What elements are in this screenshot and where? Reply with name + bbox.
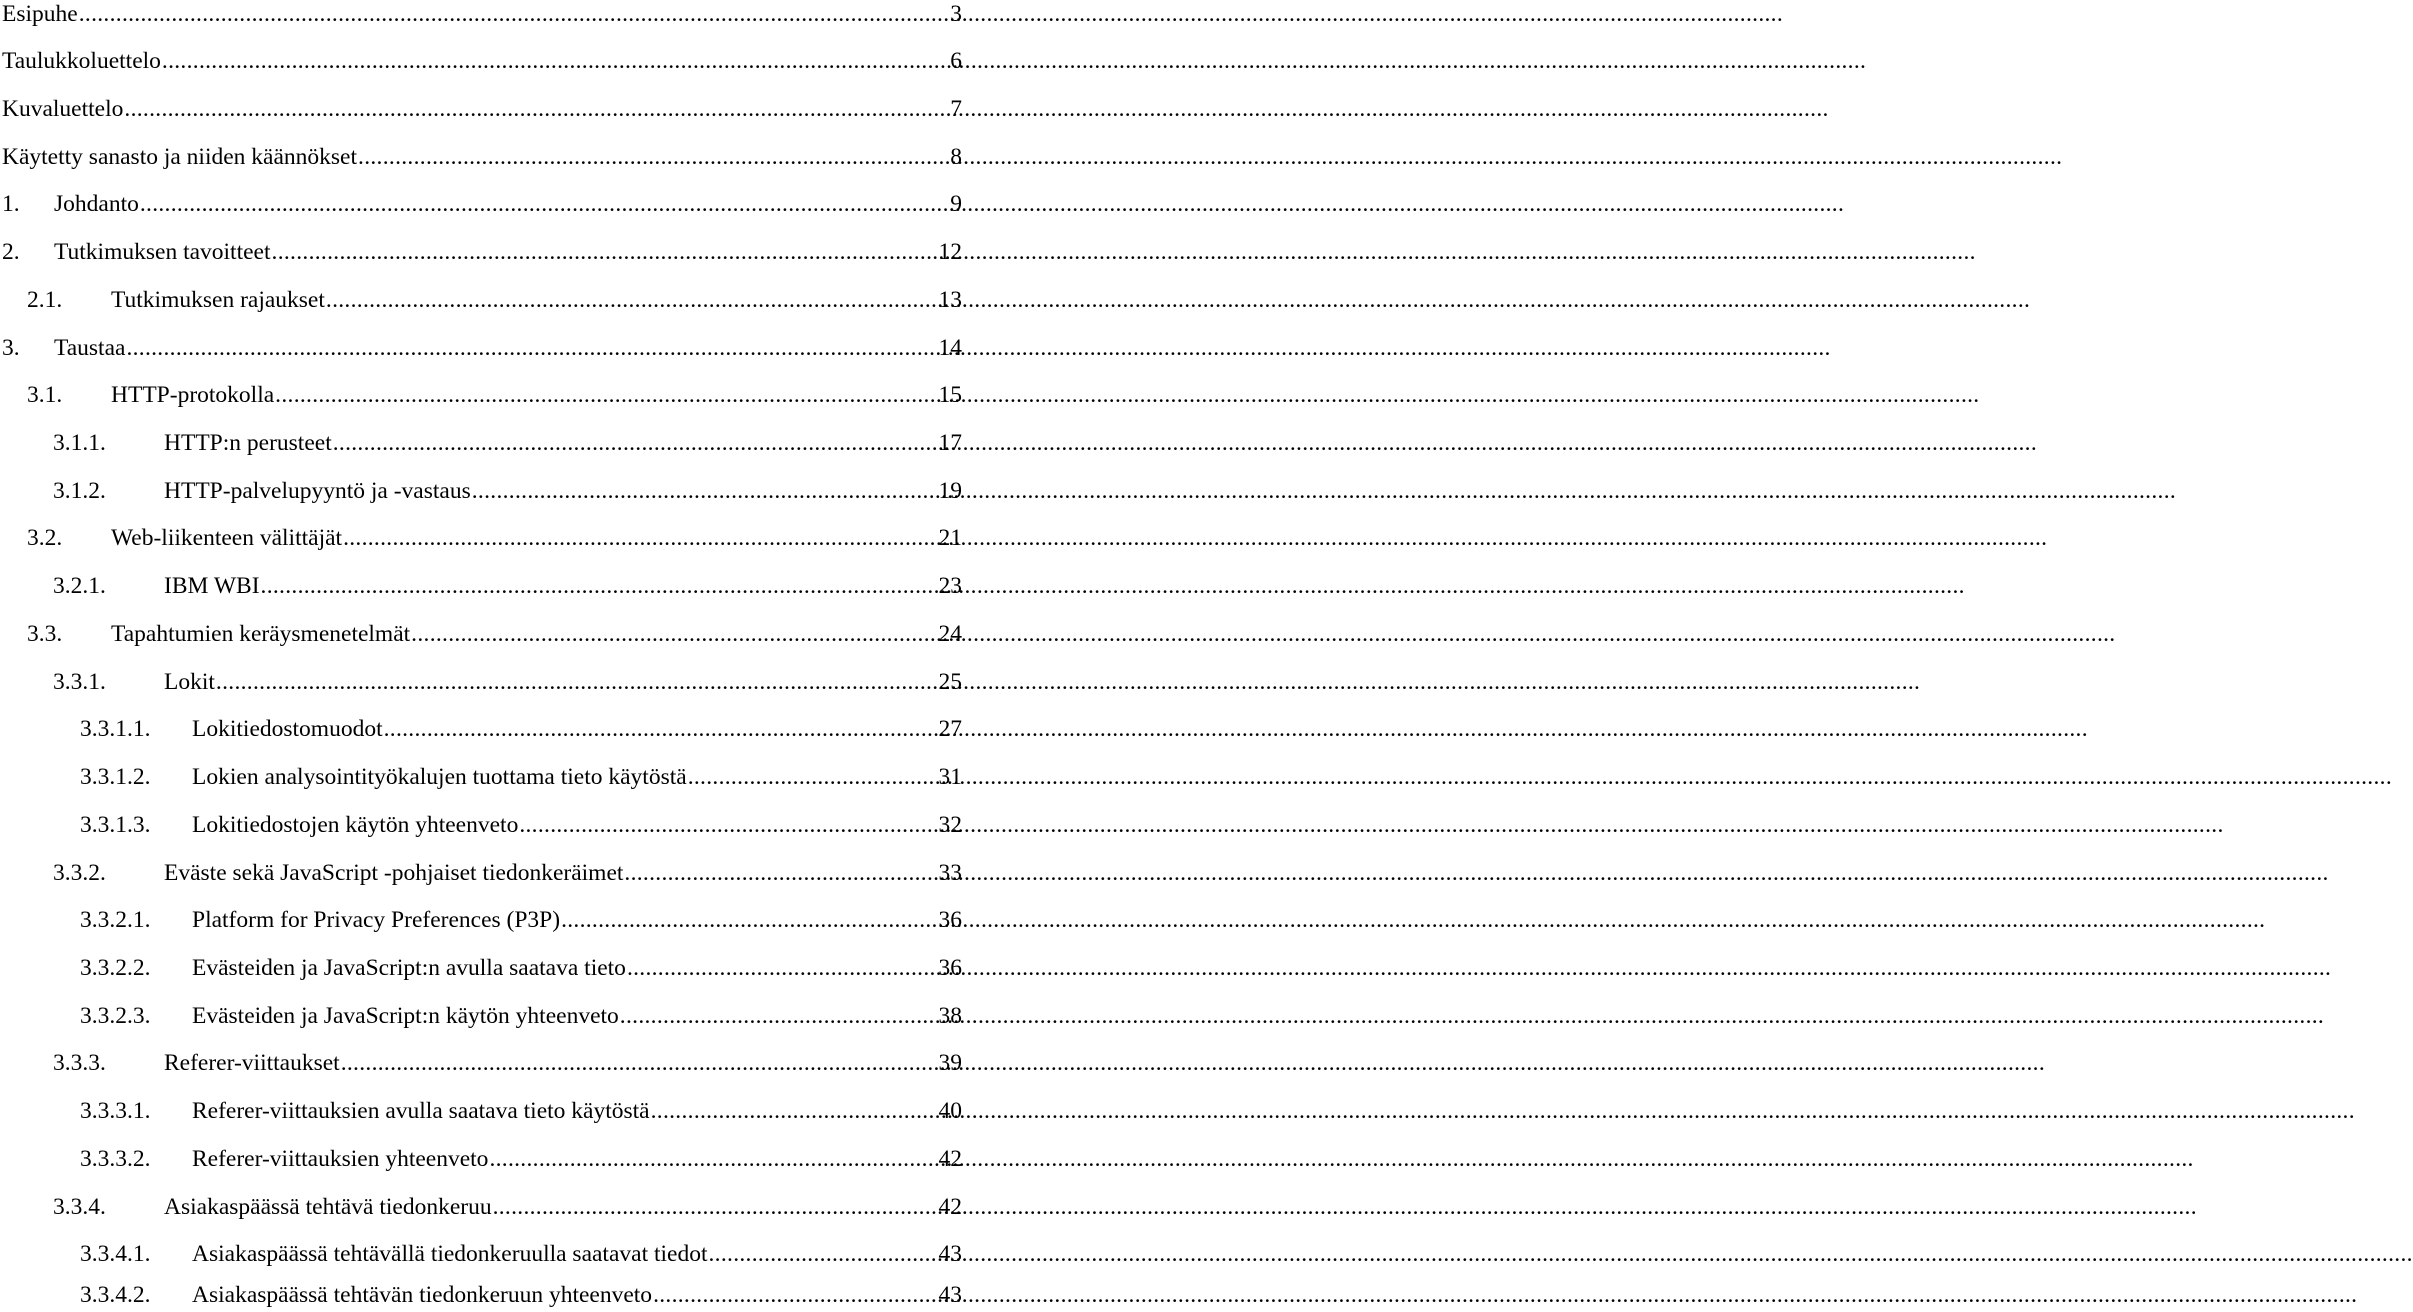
- toc-leader: [411, 617, 937, 651]
- toc-entry[interactable]: [0, 44, 962, 78]
- toc-entry-page: 33: [938, 860, 962, 886]
- toc-entry-title: Asiakaspäässä tehtävän tiedonkeruun yhteenveto: [192, 1282, 653, 1308]
- toc-entry-number: 3.3.2.2.: [80, 955, 151, 981]
- toc-entry-number: 3.3.3.2.: [80, 1146, 151, 1172]
- toc-entry-page: 7: [950, 96, 962, 122]
- toc-entry-page: 15: [938, 382, 962, 408]
- toc-entry-number: 3.3.4.2.: [80, 1282, 151, 1308]
- toc-entry-title: Eväste sekä JavaScript -pohjaiset tiedonkeräimet: [164, 860, 624, 886]
- toc-leader: [216, 665, 938, 699]
- toc-entry-title: Referer-viittauksien avulla saatava tieto käytöstä: [192, 1098, 650, 1124]
- toc-entry-page: 17: [938, 430, 962, 456]
- toc-entry[interactable]: [0, 187, 962, 221]
- toc-leader: [341, 1046, 938, 1080]
- toc-leader: [472, 474, 938, 508]
- toc-entry-page: 13: [938, 287, 962, 313]
- toc-entry[interactable]: [0, 235, 962, 269]
- toc-entry-page: 36: [938, 907, 962, 933]
- toc-entry-title: Lokitiedostojen käytön yhteenveto: [192, 812, 519, 838]
- toc-leader: [709, 1237, 938, 1271]
- toc-entry[interactable]: [0, 521, 962, 555]
- toc-entry[interactable]: [0, 283, 962, 317]
- toc-entry-title: HTTP-palvelupyyntö ja -vastaus: [164, 478, 471, 504]
- toc-entry-page: 42: [938, 1194, 962, 1220]
- toc-leader: [261, 569, 938, 603]
- toc-entry[interactable]: [0, 1190, 962, 1224]
- toc-entry-number: 3.3.1.3.: [80, 812, 151, 838]
- toc-entry[interactable]: [0, 760, 962, 794]
- toc-entry-number: 3.2.1.: [53, 573, 106, 599]
- toc-entry-title: Evästeiden ja JavaScript:n avulla saatava tieto: [192, 955, 626, 981]
- toc-entry[interactable]: [0, 140, 962, 174]
- toc-entry-title: Asiakaspäässä tehtävällä tiedonkeruulla saatavat tiedot: [192, 1241, 708, 1267]
- toc-entry-number: 3.3.1.2.: [80, 764, 151, 790]
- toc-entry-title: Platform for Privacy Preferences (P3P): [192, 907, 561, 933]
- toc-entry-number: 3.1.: [27, 382, 63, 408]
- toc-leader: [489, 1142, 937, 1176]
- toc-entry-page: 24: [938, 621, 962, 647]
- toc-leader: [519, 808, 937, 842]
- toc-entry-page: 12: [938, 239, 962, 265]
- toc-leader: [79, 0, 950, 31]
- toc-entry-title: Lokien analysointityökalujen tuottama tieto käytöstä: [192, 764, 687, 790]
- toc-leader: [651, 1094, 938, 1128]
- toc-entry-page: 42: [938, 1146, 962, 1172]
- toc-entry-number: 3.3.4.: [53, 1194, 106, 1220]
- toc-entry-page: 3: [950, 1, 962, 27]
- toc-entry-page: 40: [938, 1098, 962, 1124]
- toc-entry-title: Evästeiden ja JavaScript:n käytön yhteenveto: [192, 1003, 619, 1029]
- toc-leader: [140, 187, 949, 221]
- toc-entry[interactable]: [0, 1278, 962, 1312]
- toc-entry-number: 3.: [2, 335, 20, 361]
- toc-leader: [326, 283, 938, 317]
- toc-entry[interactable]: [0, 1142, 962, 1176]
- toc-entry[interactable]: [0, 92, 962, 126]
- toc-entry[interactable]: [0, 903, 962, 937]
- toc-entry-number: 3.3.2.: [53, 860, 106, 886]
- toc-leader: [384, 712, 938, 746]
- toc-entry[interactable]: [0, 1237, 962, 1271]
- toc-entry-page: 14: [938, 335, 962, 361]
- toc-entry-title: Web-liikenteen välittäjät: [111, 525, 343, 551]
- toc-entry-title: HTTP:n perusteet: [164, 430, 332, 456]
- toc-leader: [124, 92, 949, 126]
- toc-entry-page: 9: [950, 191, 962, 217]
- toc-entry-page: 6: [950, 48, 962, 74]
- toc-entry-title: Tutkimuksen tavoitteet: [54, 239, 271, 265]
- toc-leader: [624, 856, 937, 890]
- toc-entry-number: 3.3.1.1.: [80, 716, 151, 742]
- toc-entry-title: Taustaa: [54, 335, 126, 361]
- toc-leader: [561, 903, 937, 937]
- toc-entry-title: Käytetty sanasto ja niiden käännökset: [2, 144, 358, 170]
- toc-leader: [272, 235, 938, 269]
- toc-entry-page: 39: [938, 1050, 962, 1076]
- toc-entry-page: 43: [938, 1241, 962, 1267]
- toc-entry-title: Kuvaluettelo: [2, 96, 124, 122]
- toc-entry[interactable]: [0, 1046, 962, 1080]
- toc-entry-number: 3.1.2.: [53, 478, 106, 504]
- toc-entry-number: 3.3.4.1.: [80, 1241, 151, 1267]
- toc-leader: [493, 1190, 938, 1224]
- toc-leader: [620, 999, 938, 1033]
- toc-entry-title: Esipuhe: [2, 1, 78, 27]
- toc-leader: [333, 426, 938, 460]
- toc-entry-number: 1.: [2, 191, 20, 217]
- toc-entry[interactable]: [0, 951, 962, 985]
- toc-entry-page: 19: [938, 478, 962, 504]
- toc-entry-title: Referer-viittauksien yhteenveto: [192, 1146, 489, 1172]
- toc-entry-number: 3.3.2.3.: [80, 1003, 151, 1029]
- toc-entry[interactable]: [0, 1094, 962, 1128]
- toc-entry[interactable]: [0, 808, 962, 842]
- toc-leader: [343, 521, 937, 555]
- toc-entry[interactable]: [0, 474, 962, 508]
- toc-entry[interactable]: [0, 378, 962, 412]
- toc-entry-page: 27: [938, 716, 962, 742]
- toc-entry-title: Tapahtumien keräysmenetelmät: [111, 621, 411, 647]
- toc-entry-title: Johdanto: [54, 191, 139, 217]
- toc-entry-title: Referer-viittaukset: [164, 1050, 340, 1076]
- toc-entry-title: Taulukkoluettelo: [2, 48, 161, 74]
- toc-entry-number: 3.1.1.: [53, 430, 106, 456]
- toc-entry-page: 43: [938, 1282, 962, 1308]
- toc-entry-number: 3.3.1.: [53, 669, 106, 695]
- toc-entry-number: 3.3.3.1.: [80, 1098, 151, 1124]
- toc-leader: [627, 951, 938, 985]
- toc-entry-title: Asiakaspäässä tehtävä tiedonkeruu: [164, 1194, 492, 1220]
- toc-entry-number: 3.2.: [27, 525, 63, 551]
- toc-entry-page: 36: [938, 955, 962, 981]
- toc-leader: [358, 140, 949, 174]
- toc-entry-title: Tutkimuksen rajaukset: [111, 287, 325, 313]
- toc-entry-number: 2.1.: [27, 287, 63, 313]
- toc-entry[interactable]: [0, 617, 962, 651]
- toc-entry[interactable]: [0, 0, 962, 31]
- toc-entry[interactable]: [0, 426, 962, 460]
- toc-entry-number: 3.3.: [27, 621, 63, 647]
- toc-entry[interactable]: [0, 712, 962, 746]
- toc-entry-number: 3.3.2.1.: [80, 907, 151, 933]
- toc-entry-page: 31: [938, 764, 962, 790]
- toc-entry[interactable]: [0, 331, 962, 365]
- toc-entry[interactable]: [0, 569, 962, 603]
- toc-entry-page: 23: [938, 573, 962, 599]
- toc-leader: [275, 378, 937, 412]
- toc-leader: [653, 1278, 937, 1312]
- toc-entry-page: 38: [938, 1003, 962, 1029]
- toc-entry-number: 2.: [2, 239, 20, 265]
- toc-entry-page: 32: [938, 812, 962, 838]
- toc-leader: [688, 760, 938, 794]
- toc-leader: [162, 44, 949, 78]
- toc-entry-title: Lokitiedostomuodot: [192, 716, 383, 742]
- toc-entry-page: 8: [950, 144, 962, 170]
- toc-entry[interactable]: [0, 665, 962, 699]
- toc-entry-title: HTTP-protokolla: [111, 382, 275, 408]
- toc-leader: [126, 331, 937, 365]
- toc-entry-page: 25: [938, 669, 962, 695]
- toc-entry-title: IBM WBI: [164, 573, 260, 599]
- toc-entry[interactable]: [0, 856, 962, 890]
- toc-entry[interactable]: [0, 999, 962, 1033]
- toc-entry-title: Lokit: [164, 669, 215, 695]
- toc-entry-number: 3.3.3.: [53, 1050, 106, 1076]
- toc-entry-page: 21: [938, 525, 962, 551]
